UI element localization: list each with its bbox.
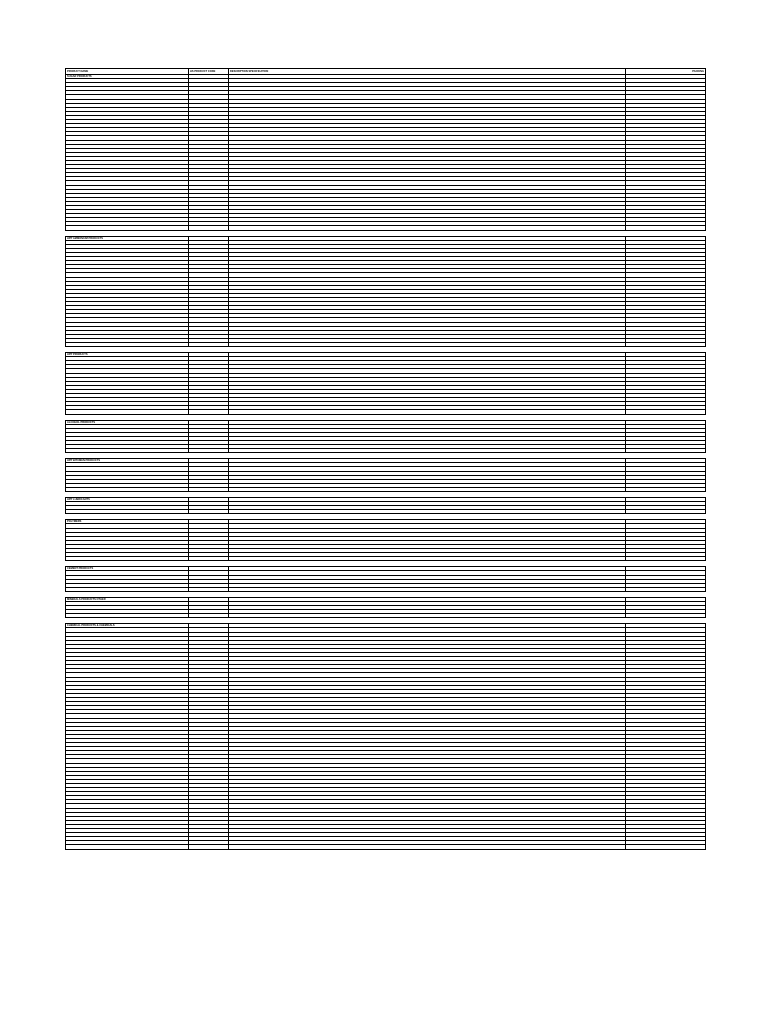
product-name-cell <box>66 845 189 849</box>
header-hs-code: HS PRODUCT CODE <box>189 69 229 75</box>
section-title: SUGAR PRODUCTS <box>66 75 189 79</box>
section-title: HPP PRODUCTS <box>66 353 189 357</box>
table-body <box>66 75 706 850</box>
header-product-name: PRODUCT NAME <box>66 69 189 75</box>
section-title: ALCOHOL PRODUCTS <box>66 420 189 424</box>
packing-cell <box>626 845 706 849</box>
spreadsheet <box>65 68 705 850</box>
section-title: HPP LUBRICANTS <box>66 498 189 502</box>
section-title: CHEMICAL PRODUCTS & CHEMICALS <box>66 624 189 628</box>
header-description: DESCRIPTION SPECIFICATION <box>229 69 626 75</box>
description-cell <box>229 845 626 849</box>
section-title: MINERALS PRODUCTS OTHER <box>66 597 189 601</box>
header-packing: PACKING <box>626 69 706 75</box>
table-row <box>66 845 706 849</box>
hs-code-cell <box>189 845 229 849</box>
section-title: CEMENT PRODUCTS <box>66 567 189 571</box>
section-title: POLYMERS <box>66 520 189 524</box>
section-title: HPP AMMONIUM PRODUCTS <box>66 236 189 240</box>
section-title: HPP BITUMEN PRODUCTS <box>66 459 189 463</box>
product-table <box>65 68 706 850</box>
